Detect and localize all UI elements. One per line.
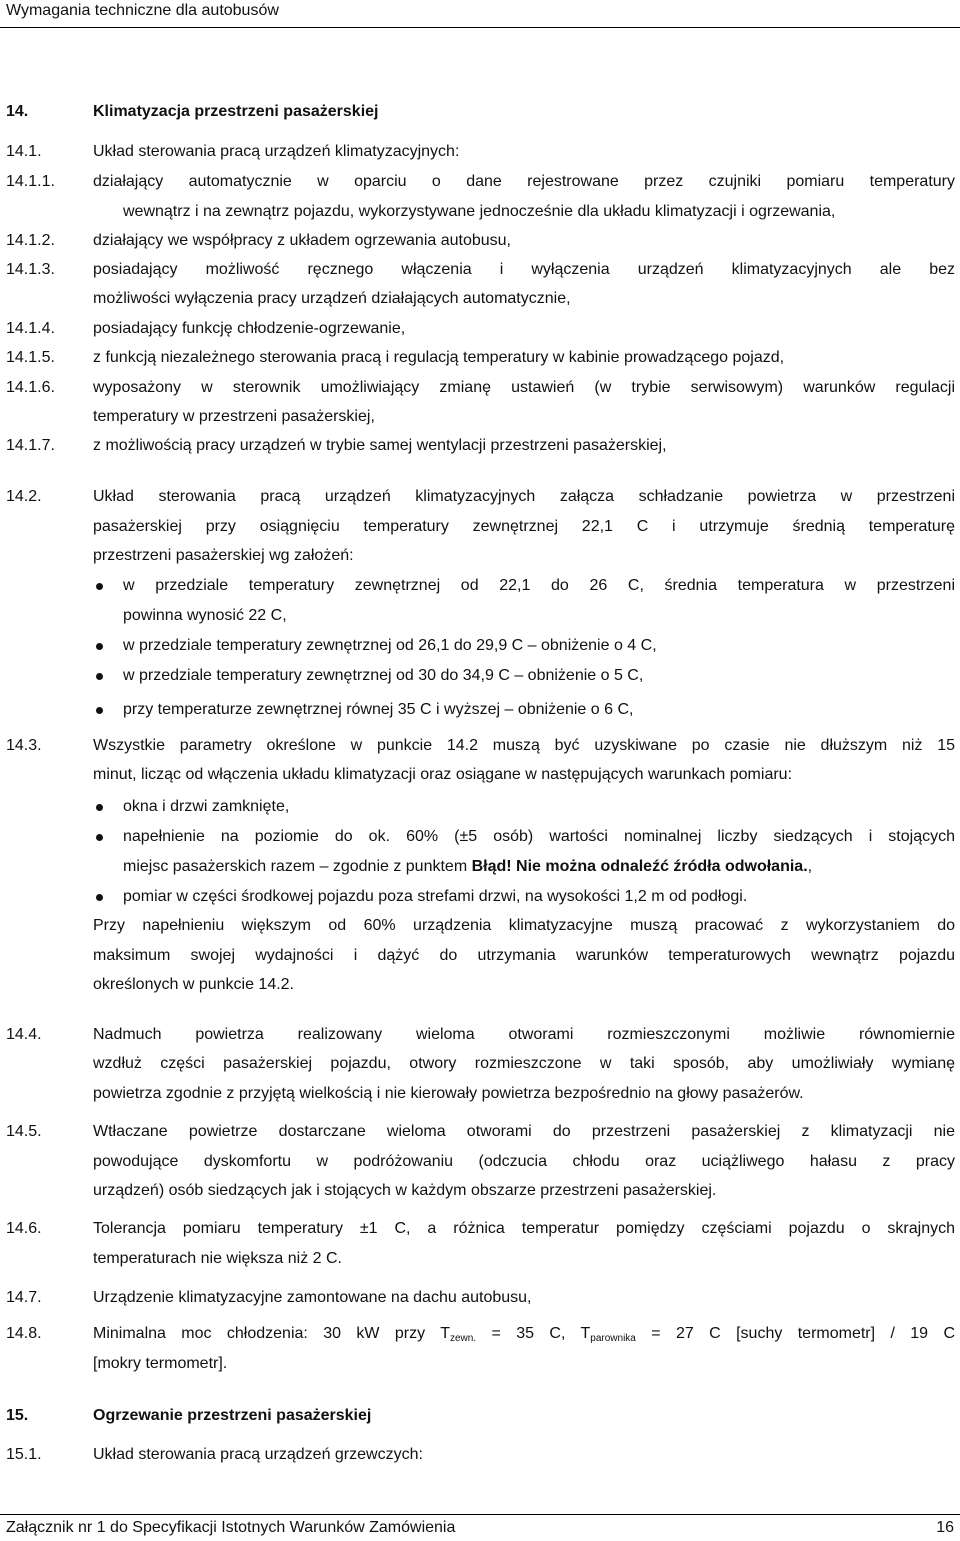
bullet-icon [96, 804, 103, 811]
clause-14-2-cont [0, 545, 960, 567]
clause-14-5-cont [0, 1151, 960, 1173]
clause-text: działający we współpracy z układem ogrzewania autobusu, [93, 232, 511, 249]
clause-14-1 [0, 141, 960, 163]
clause-text: posiadający możliwość ręcznego włączenia i wyłączenia urządzeń klimatyzacyjnych ale bez [93, 261, 955, 278]
clause-14-6-cont [0, 1248, 960, 1270]
bullet-icon [96, 707, 103, 714]
list-item [0, 635, 960, 657]
clause-14-4-cont [0, 1083, 960, 1105]
bullet-icon [96, 583, 103, 590]
clause-number: 14.1.1. [6, 173, 55, 190]
clause-14-7 [0, 1287, 960, 1309]
clause-14-4 [0, 1024, 960, 1046]
clause-14-2 [0, 486, 960, 508]
bullet-icon [96, 673, 103, 680]
clause-14-3-cont [0, 974, 960, 996]
page-header [0, 0, 960, 28]
clause-14-3-cont [0, 945, 960, 967]
bullet-icon [96, 643, 103, 650]
clause-text: maksimum swojej wydajności i dążyć do utrzymania warunków temperaturowych wewnątrz pojazdu [93, 947, 955, 964]
list-item-text: okna i drzwi zamknięte, [123, 798, 290, 815]
clause-number: 14.4. [6, 1026, 42, 1043]
section-number: 15. [6, 1407, 29, 1424]
clause-14-1-6 [0, 377, 960, 399]
list-item-text: przy temperaturze zewnętrznej równej 35 C i wyższej – obniżenie o 6 C, [123, 701, 634, 718]
clause-number: 14.1.5. [6, 349, 55, 366]
list-item-text [123, 856, 812, 878]
clause-14-1-7 [0, 435, 960, 457]
list-item-cont [0, 856, 960, 878]
clause-text: Układ sterowania pracą urządzeń klimatyzacyjnych: [93, 143, 460, 160]
clause-text: wewnątrz i na zewnątrz pojazdu, wykorzystywane jednocześnie dla układu klimatyzacji i ogrzewania, [123, 203, 836, 220]
clause-number: 14.1.7. [6, 437, 55, 454]
clause-text: minut, licząc od włączenia układu klimatyzacji oraz osiągane w następujących warunkach pomiaru: [93, 766, 793, 783]
list-item-text: napełnienie na poziomie do ok. 60% (±5 osób) wartości nominalnej liczby siedzących i stojących [123, 828, 955, 845]
clause-text: Urządzenie klimatyzacyjne zamontowane na dachu autobusu, [93, 1289, 532, 1306]
clause-number: 14.6. [6, 1220, 42, 1237]
list-item-cont [0, 605, 960, 627]
section-14-heading [0, 101, 960, 123]
clause-text: pasażerskiej przy osiągnięciu temperatury zewnętrznej 22,1 C i utrzymuje średnią temperaturę [93, 518, 955, 535]
clause-text: Przy napełnieniu większym od 60% urządzenia klimatyzacyjne muszą pracować z wykorzystaniem do [93, 917, 955, 934]
clause-text-part: Minimalna moc chłodzenia: 30 kW przy T [93, 1325, 450, 1342]
clause-text-part: = 35 C, T [476, 1325, 591, 1342]
clause-text: z funkcją niezależnego sterowania pracą i regulacją temperatury w kabinie prowadzącego pojazd, [93, 349, 785, 366]
bullet-icon [96, 894, 103, 901]
list-item-text: w przedziale temperatury zewnętrznej od 22,1 do 26 C, średnia temperatura w przestrzeni [123, 577, 955, 594]
clause-text: wyposażony w sterownik umożliwiający zmianę ustawień (w trybie serwisowym) warunków regulacji [93, 379, 955, 396]
clause-14-1-1-cont [0, 201, 960, 223]
clause-14-4-cont [0, 1053, 960, 1075]
clause-text: [mokry termometr]. [93, 1355, 228, 1372]
clause-number: 14.1.2. [6, 232, 55, 249]
clause-text: Układ sterowania pracą urządzeń klimatyzacyjnych załącza schładzanie powietrza w przestrzeni [93, 488, 955, 505]
clause-text: możliwości wyłączenia pracy urządzeń działających automatycznie, [93, 290, 571, 307]
clause-number: 14.8. [6, 1325, 42, 1342]
clause-14-8 [0, 1323, 960, 1345]
clause-number: 14.7. [6, 1289, 42, 1306]
subscript: parownika [590, 1333, 636, 1344]
list-item-text: powinna wynosić 22 C, [123, 607, 287, 624]
clause-text: przestrzeni pasażerskiej wg założeń: [93, 547, 354, 564]
page-footer [0, 1514, 960, 1541]
clause-14-1-2 [0, 230, 960, 252]
clause-number: 14.1. [6, 143, 42, 160]
clause-number: 14.1.3. [6, 261, 55, 278]
clause-text: urządzeń) osób siedzących jak i stojących w każdym obszarze przestrzeni pasażerskiej. [93, 1182, 717, 1199]
clause-text: z możliwością pracy urządzeń w trybie samej wentylacji przestrzeni pasażerskiej, [93, 437, 667, 454]
clause-text: wzdłuż części pasażerskiej pojazdu, otwory rozmieszczone w taki sposób, aby umożliwiały wymianę [93, 1055, 955, 1072]
clause-text: temperaturach nie większa niż 2 C. [93, 1250, 342, 1267]
section-number: 14. [6, 103, 29, 120]
clause-text: powodujące dyskomfortu w podróżowaniu (odczucia chłodu oraz uciążliwego hałasu z pracy [93, 1153, 955, 1170]
broken-reference-error: Błąd! Nie można odnaleźć źródła odwołania. [471, 858, 808, 875]
clause-number: 14.1.6. [6, 379, 55, 396]
clause-14-1-6-cont [0, 406, 960, 428]
section-title: Ogrzewanie przestrzeni pasażerskiej [93, 1407, 372, 1424]
clause-14-3-cont [0, 764, 960, 786]
subscript: zewn. [450, 1333, 477, 1344]
list-item [0, 826, 960, 848]
header-title: Wymagania techniczne dla autobusów [6, 2, 279, 19]
list-item [0, 665, 960, 687]
clause-number: 14.3. [6, 737, 42, 754]
section-15-heading [0, 1405, 960, 1427]
clause-14-1-4 [0, 318, 960, 340]
list-item-text: pomiar w części środkowej pojazdu poza strefami drzwi, na wysokości 1,2 m od podłogi. [123, 888, 748, 905]
clause-text: Układ sterowania pracą urządzeń grzewczych: [93, 1446, 423, 1463]
clause-14-2-cont [0, 516, 960, 538]
list-item [0, 575, 960, 597]
clause-text [93, 1323, 955, 1345]
clause-text: określonych w punkcie 14.2. [93, 976, 294, 993]
clause-14-5-cont [0, 1180, 960, 1202]
clause-14-5 [0, 1121, 960, 1143]
clause-14-3 [0, 735, 960, 757]
clause-number: 14.1.4. [6, 320, 55, 337]
clause-15-1 [0, 1444, 960, 1466]
clause-14-3-cont [0, 915, 960, 937]
clause-text: temperatury w przestrzeni pasażerskiej, [93, 408, 375, 425]
clause-text: Tolerancja pomiaru temperatury ±1 C, a różnica temperatur pomiędzy częściami pojazdu o skrajnych [93, 1220, 955, 1237]
clause-14-1-3 [0, 259, 960, 281]
page-number: 16 [936, 1519, 954, 1536]
bullet-icon [96, 834, 103, 841]
list-item-text: w przedziale temperatury zewnętrznej od 26,1 do 29,9 C – obniżenie o 4 C, [123, 637, 657, 654]
clause-number: 14.5. [6, 1123, 42, 1140]
section-title: Klimatyzacja przestrzeni pasażerskiej [93, 103, 379, 120]
list-item [0, 796, 960, 818]
list-item-text: w przedziale temperatury zewnętrznej od 30 do 34,9 C – obniżenie o 5 C, [123, 667, 644, 684]
clause-14-8-cont [0, 1353, 960, 1375]
clause-text: Nadmuch powietrza realizowany wieloma otworami rozmieszczonymi możliwie równomiernie [93, 1026, 955, 1043]
list-item [0, 699, 960, 721]
footer-text: Załącznik nr 1 do Specyfikacji Istotnych Warunków Zamówienia [6, 1519, 456, 1536]
clause-14-1-5 [0, 347, 960, 369]
clause-text: Wtłaczane powietrze dostarczane wieloma otworami do przestrzeni pasażerskiej z klimatyzacji nie [93, 1123, 955, 1140]
list-item-text-part: , [807, 858, 813, 875]
clause-number: 15.1. [6, 1446, 42, 1463]
list-item-text-part: miejsc pasażerskich razem – zgodnie z punktem [123, 858, 472, 875]
clause-14-1-1 [0, 171, 960, 193]
clause-text: posiadający funkcję chłodzenie-ogrzewanie, [93, 320, 406, 337]
clause-text: działający automatycznie w oparciu o dane rejestrowane przez czujniki pomiaru temperatury [93, 173, 955, 190]
clause-text-part: = 27 C [suchy termometr] / 19 C [635, 1325, 956, 1342]
clause-14-6 [0, 1218, 960, 1240]
clause-14-1-3-cont [0, 288, 960, 310]
clause-text: powietrza zgodnie z przyjętą wielkością i nie kierowały powietrza bezpośrednio na głowy pasażerów. [93, 1085, 804, 1102]
clause-text: Wszystkie parametry określone w punkcie 14.2 muszą być uzyskiwane po czasie nie dłuższym niż 15 [93, 737, 955, 754]
clause-number: 14.2. [6, 488, 42, 505]
list-item [0, 886, 960, 908]
